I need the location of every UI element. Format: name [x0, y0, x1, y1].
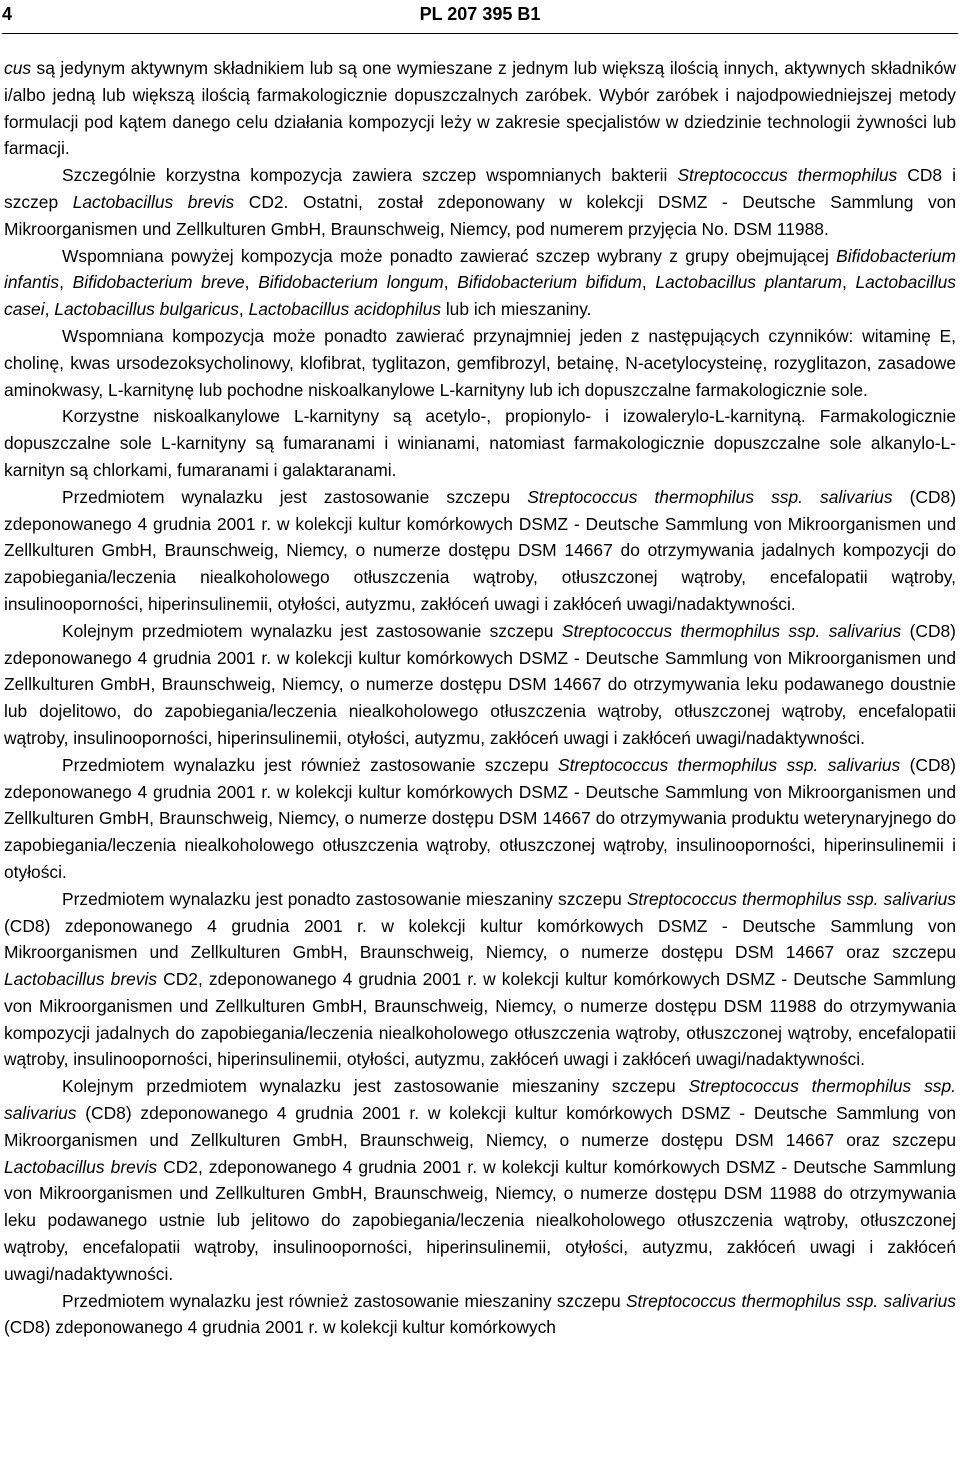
text-run: Szczególnie korzystna kompozycja zawiera szczep wspomnianych bakterii	[62, 165, 678, 186]
text-run: Przedmiotem wynalazku jest również zastosowanie mieszaniny szczepu	[62, 1290, 626, 1311]
italic-text: Streptococcus thermophilus ssp. salivarius	[558, 754, 901, 775]
italic-text: Lactobacillus brevis	[72, 191, 235, 212]
text-run: ,	[443, 272, 458, 293]
paragraph	[4, 1073, 956, 1287]
paragraph	[4, 618, 956, 752]
text-run: lub ich mieszaniny.	[440, 299, 592, 320]
text-run: ,	[59, 272, 73, 293]
text-run: Kolejnym przedmiotem wynalazku jest zastosowanie mieszaniny szczepu	[62, 1076, 689, 1097]
text-run: ,	[641, 272, 656, 293]
text-run: Wspomniana kompozycja może ponadto zawierać przynajmniej jeden z następujących czynników: witaminę E, cholinę, kwas ursodezoksycholinowy, klofibrat, tyglitazon, gemfibrozyl, betainę, N-acetylocysteinę, rozyglitazon, zasadowe aminokwasy, L-karnitynę lub pochodne niskoalkanylowe L-karnityny lub ich dopuszczalne farmakologicznie sole.	[4, 325, 956, 400]
italic-text: Bifidobacterium infantis	[4, 245, 956, 293]
text-run: ,	[238, 299, 249, 320]
text-run: Kolejnym przedmiotem wynalazku jest zastosowanie szczepu	[62, 620, 562, 641]
text-run: ,	[44, 299, 55, 320]
italic-text: Lactobacillus bulgaricus	[54, 299, 239, 320]
italic-text: Lactobacillus acidophilus	[248, 299, 441, 320]
patent-number: PL 207 395 B1	[419, 4, 541, 24]
text-run: są jedynym aktywnym składnikiem lub są one wymieszane z jednym lub większą ilością innych, aktywnych składników i/albo jedną lub większą ilością farmakologicznie dopuszczalnych zaróbek. Wybór zaróbek i najodpowiedniejszej metody formulacji pod kątem danego celu działania kompozycji leży w zakresie specjalistów w dziedzinie technologii żywności lub farmacji.	[4, 58, 956, 159]
page-header	[2, 0, 958, 34]
italic-text: Lactobacillus plantarum	[655, 272, 842, 293]
document-body	[4, 55, 956, 1341]
text-run: (CD8) zdeponowanego 4 grudnia 2001 r. w kolekcji kultur komórkowych DSMZ - Deutsche Sammlung von Mikroorganismen und Zellkulturen GmbH, Braunschweig, Niemcy, o numerze dostępu DSM 14667 oraz szczepu	[4, 1103, 956, 1150]
italic-text: Streptococcus thermophilus	[677, 165, 898, 186]
text-run: (CD8) zdeponowanego 4 grudnia 2001 r. w kolekcji kultur komórkowych	[4, 1317, 556, 1338]
text-run: Przedmiotem wynalazku jest również zastosowanie szczepu	[62, 754, 558, 775]
text-run: CD8 i szczep	[4, 165, 956, 212]
text-run: Korzystne niskoalkanylowe L-karnityny są acetylo-, propionylo- i izowalerylo-L-karnityną. Farmakologicznie dopuszczalne sole L-karnityny są fumaranami i winianami, natomiast farmakologicznie dopuszczalne sole alkanylo-L-karnityn są chlorkami, fumaranami i galaktaranami.	[4, 406, 956, 480]
text-run: (CD8) zdeponowanego 4 grudnia 2001 r. w kolekcji kultur komórkowych DSMZ - Deutsche Sammlung von Mikroorganismen und Zellkulturen GmbH, Braunschweig, Niemcy, o numerze dostępu DSM 14667 do otrzymywania jadalnych kompozycji do zapobiegania/leczenia niealkoholowego otłuszczenia wątroby, otłuszczonej wątroby, encefalopatii wątroby, insulinooporności, hiperinsulinemii, otyłości, autyzmu, zakłóceń uwagi i zakłóceń uwagi/nadaktywności.	[4, 486, 956, 614]
italic-text: Streptococcus thermophilus ssp. salivarius	[527, 486, 893, 507]
text-run: CD2, zdeponowanego 4 grudnia 2001 r. w kolekcji kultur komórkowych DSMZ - Deutsche Sammlung von Mikroorganismen und Zellkulturen GmbH, Braunschweig, Niemcy, o numerze dostępu DSM 11988 do otrzymywania kompozycji jadalnych do zapobiegania/leczenia niealkoholowego otłuszczenia wątroby, otłuszczonej wątroby, encefalopatii wątroby, insulinooporności, hiperinsulinemii, otyłości, autyzmu, zakłóceń uwagi i zakłóceń uwagi/nadaktywności.	[4, 969, 956, 1070]
paragraph	[4, 752, 956, 886]
text-run: CD2. Ostatni, został zdeponowany w kolekcji DSMZ - Deutsche Sammlung von Mikroorganismen und Zellkulturen GmbH, Braunschweig, Niemcy, pod numerem przyjęcia No. DSM 11988.	[4, 191, 956, 239]
paragraph	[4, 484, 956, 618]
text-run: (CD8) zdeponowanego 4 grudnia 2001 r. w kolekcji kultur komórkowych DSMZ - Deutsche Sammlung von Mikroorganismen und Zellkulturen GmbH, Braunschweig, Niemcy, o numerze dostępu DSM 14667 do otrzymywania produktu weterynaryjnego do zapobiegania/leczenia niealkoholowego otłuszczenia wątroby, otłuszczonej wątroby, insulinooporności, hiperinsulinemii i otyłości.	[4, 754, 956, 882]
text-run: CD2, zdeponowanego 4 grudnia 2001 r. w kolekcji kultur komórkowych DSMZ - Deutsche Sammlung von Mikroorganismen und Zellkulturen GmbH, Braunschweig, Niemcy, o numerze dostępu DSM 11988 do otrzymywania leku podawanego ustnie lub jelitowo do zapobiegania/leczenia niealkoholowego otłuszczenia wątroby, otłuszczonej wątroby, encefalopatii wątroby, insulinooporności, hiperinsulinemii, otyłości, autyzmu, zakłóceń uwagi i zakłóceń uwagi/nadaktywności.	[4, 1156, 956, 1284]
text-run: (CD8) zdeponowanego 4 grudnia 2001 r. w kolekcji kultur komórkowych DSMZ - Deutsche Sammlung von Mikroorganismen und Zellkulturen GmbH, Braunschweig, Niemcy, o numerze dostępu DSM 14667 oraz szczepu	[4, 915, 956, 963]
page-number: 4	[2, 4, 13, 24]
italic-text: cus	[4, 58, 32, 78]
text-run: Przedmiotem wynalazku jest ponadto zastosowanie mieszaniny szczepu	[62, 888, 627, 909]
italic-text: Lactobacillus brevis	[4, 1156, 158, 1177]
paragraph	[4, 243, 956, 323]
italic-text: Bifidobacterium breve	[72, 272, 245, 293]
text-run: Przedmiotem wynalazku jest zastosowanie szczepu	[62, 486, 528, 507]
italic-text: Lactobacillus brevis	[4, 969, 158, 990]
paragraph	[4, 403, 956, 483]
text-run: ,	[841, 272, 856, 293]
paragraph	[4, 55, 956, 162]
text-run: ,	[244, 272, 259, 293]
paragraph	[4, 886, 956, 1074]
paragraph	[4, 162, 956, 242]
italic-text: Bifidobacterium longum	[258, 272, 444, 293]
italic-text: Bifidobacterium bifidum	[457, 272, 642, 293]
italic-text: Streptococcus thermophilus ssp. salivarius	[625, 1290, 956, 1311]
italic-text: Streptococcus thermophilus ssp. salivarius	[561, 620, 902, 641]
paragraph	[4, 323, 956, 403]
header-rule	[2, 33, 958, 34]
italic-text: Streptococcus thermophilus ssp. salivarius	[4, 1076, 956, 1124]
paragraph	[4, 1288, 956, 1342]
italic-text: Streptococcus thermophilus ssp. salivarius	[626, 888, 956, 909]
text-run: (CD8) zdeponowanego 4 grudnia 2001 r. w kolekcji kultur komórkowych DSMZ - Deutsche Sammlung von Mikroorganismen und Zellkulturen GmbH, Braunschweig, Niemcy, o numerze dostępu DSM 14667 do otrzymywania leku podawanego doustnie lub dojelitowo, do zapobiegania/leczenia niealkoholowego otłuszczenia wątroby, otłuszczonej wątroby, encefalopatii wątroby, insulinooporności, hiperinsulinemii, otyłości, autyzmu, zakłóceń uwagi i zakłóceń uwagi/nadaktywności.	[4, 620, 956, 748]
italic-text: Lactobacillus casei	[4, 272, 956, 320]
text-run: Wspomniana powyżej kompozycja może ponadto zawierać szczep wybrany z grupy obejmującej	[62, 245, 837, 266]
